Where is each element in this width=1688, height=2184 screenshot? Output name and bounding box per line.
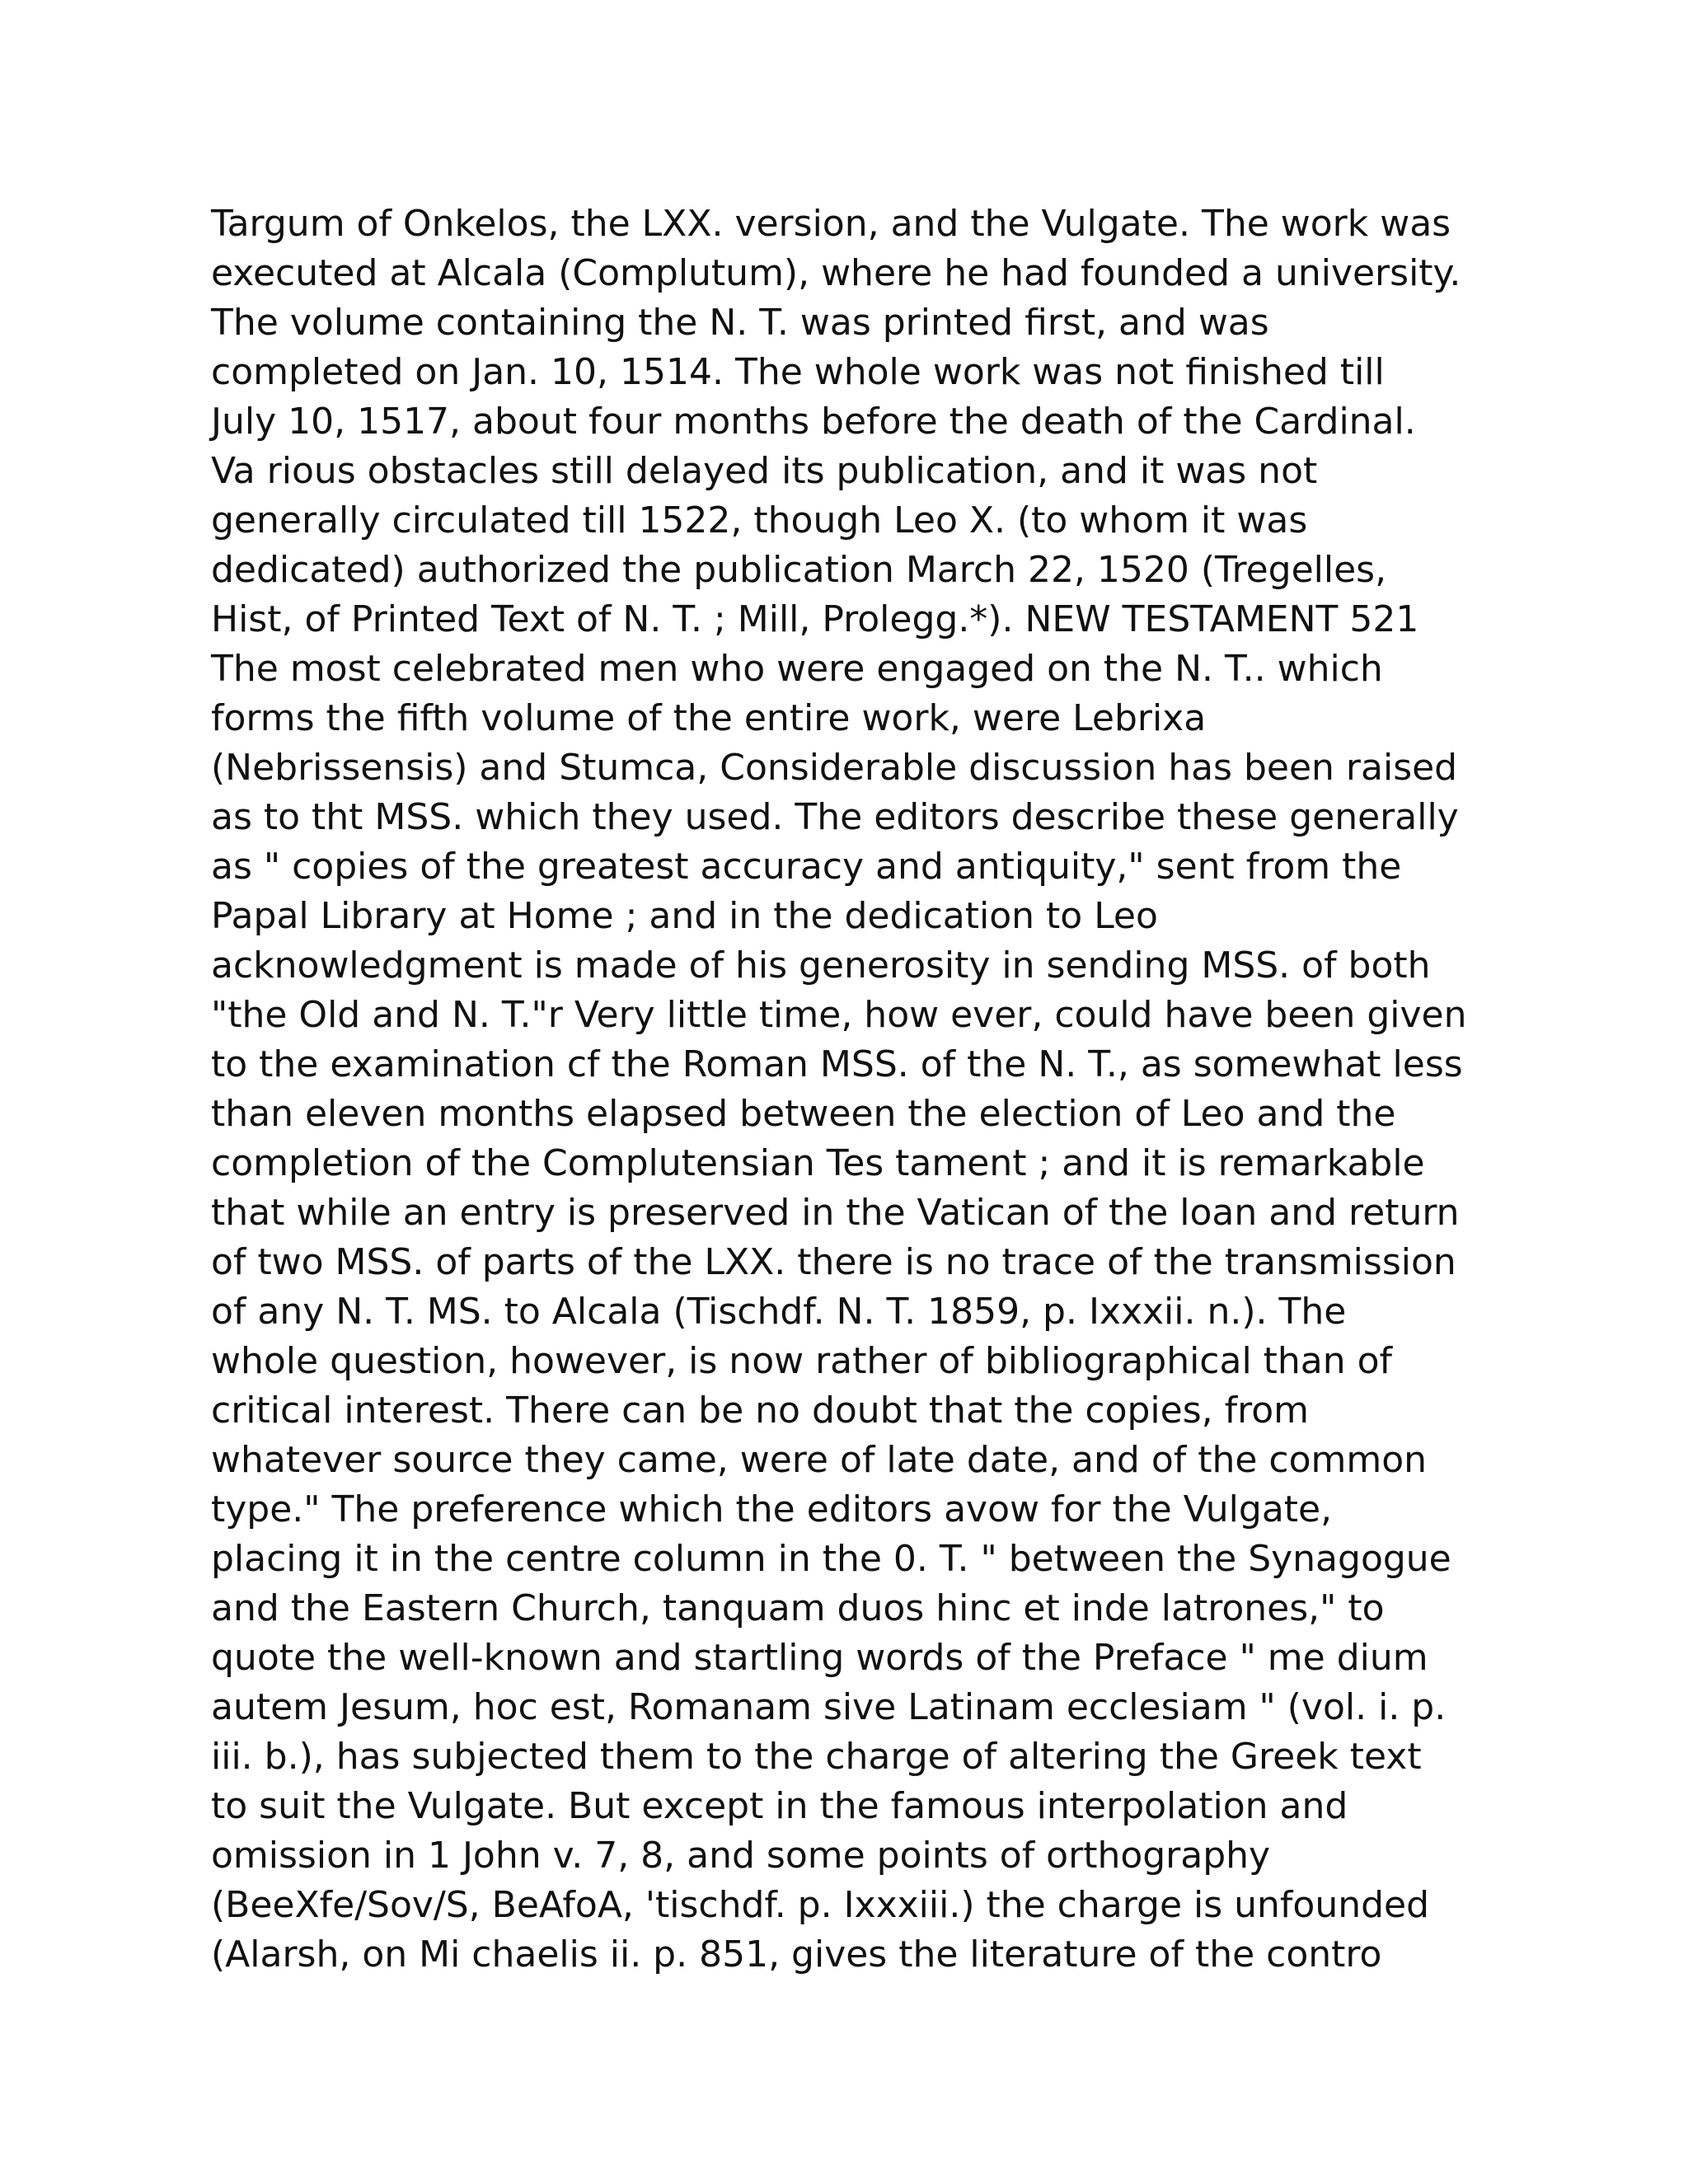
text-line: The most celebrated men who were engaged on the N. T.. which (211, 648, 1383, 690)
text-line: that while an entry is preserved in the Vatican of the loan and return (211, 1192, 1460, 1234)
text-line: The volume containing the N. T. was printed first, and was (211, 302, 1269, 344)
text-line: Va rious obstacles still delayed its publication, and it was not (211, 450, 1318, 492)
text-line: to suit the Vulgate. But except in the famous interpolation and (211, 1785, 1348, 1827)
text-line: and the Eastern Church, tanquam duos hinc et inde latrones," to (211, 1587, 1385, 1629)
text-line: as to tht MSS. which they used. The editors describe these generally (211, 796, 1459, 838)
text-line: to the examination cf the Roman MSS. of the N. T., as somewhat less (211, 1043, 1463, 1085)
text-line: quote the well-known and startling words of the Preface " me dium (211, 1637, 1428, 1679)
text-line: dedicated) authorized the publication March 22, 1520 (Tregelles, (211, 549, 1387, 591)
text-line: placing it in the centre column in the 0. T. " between the Synagogue (211, 1538, 1451, 1580)
text-line: of any N. T. MS. to Alcala (Tischdf. N. T. 1859, p. Ixxxii. n.). The (211, 1291, 1347, 1333)
text-line: whatever source they came, were of late date, and of the common (211, 1439, 1428, 1481)
text-line: "the Old and N. T."r Very little time, how ever, could have been given (211, 994, 1467, 1036)
text-line: generally circulated till 1522, though Leo X. (to whom it was (211, 499, 1308, 541)
text-line: (Nebrissensis) and Stumca, Considerable discussion has been raised (211, 747, 1458, 789)
text-line: Hist, of Printed Text of N. T. ; Mill, Prolegg.*). NEW TESTAMENT 521 (211, 598, 1419, 640)
text-line: critical interest. There can be no doubt that the copies, from (211, 1390, 1310, 1432)
text-line: completed on Jan. 10, 1514. The whole work was not finished till (211, 351, 1385, 393)
text-line: iii. b.), has subjected them to the charge of altering the Greek text (211, 1736, 1422, 1778)
text-line: of two MSS. of parts of the LXX. there is no trace of the transmission (211, 1241, 1456, 1283)
text-line: Targum of Onkelos, the LXX. version, and the Vulgate. The work was (211, 203, 1451, 245)
text-line: than eleven months elapsed between the election of Leo and the (211, 1093, 1396, 1135)
text-line: omission in 1 John v. 7, 8, and some points of orthography (211, 1835, 1271, 1877)
text-line: Papal Library at Home ; and in the dedication to Leo (211, 895, 1158, 937)
text-line: autem Jesum, hoc est, Romanam sive Latinam ecclesiam " (vol. i. p. (211, 1686, 1447, 1728)
text-line: (BeeXfe/Sov/S, BeAfoA, 'tischdf. p. Ixxxiii.) the charge is unfounded (211, 1884, 1430, 1926)
text-line: July 10, 1517, about four months before the death of the Cardinal. (211, 401, 1416, 443)
text-line: completion of the Complutensian Tes tament ; and it is remarkable (211, 1142, 1425, 1184)
text-line: as " copies of the greatest accuracy and antiquity," sent from the (211, 846, 1402, 888)
text-line: executed at Alcala (Complutum), where he had founded a university. (211, 252, 1461, 294)
text-line: acknowledgment is made of his generosity in sending MSS. of both (211, 944, 1431, 987)
body-text (211, 199, 1497, 1980)
text-line: forms the fifth volume of the entire work, were Lebrixa (211, 697, 1207, 739)
text-line: (Alarsh, on Mi chaelis ii. p. 851, gives the literature of the contro (211, 1933, 1382, 1975)
text-line: type." The preference which the editors avow for the Vulgate, (211, 1488, 1333, 1530)
text-line: whole question, however, is now rather of bibliographical than of (211, 1340, 1393, 1382)
